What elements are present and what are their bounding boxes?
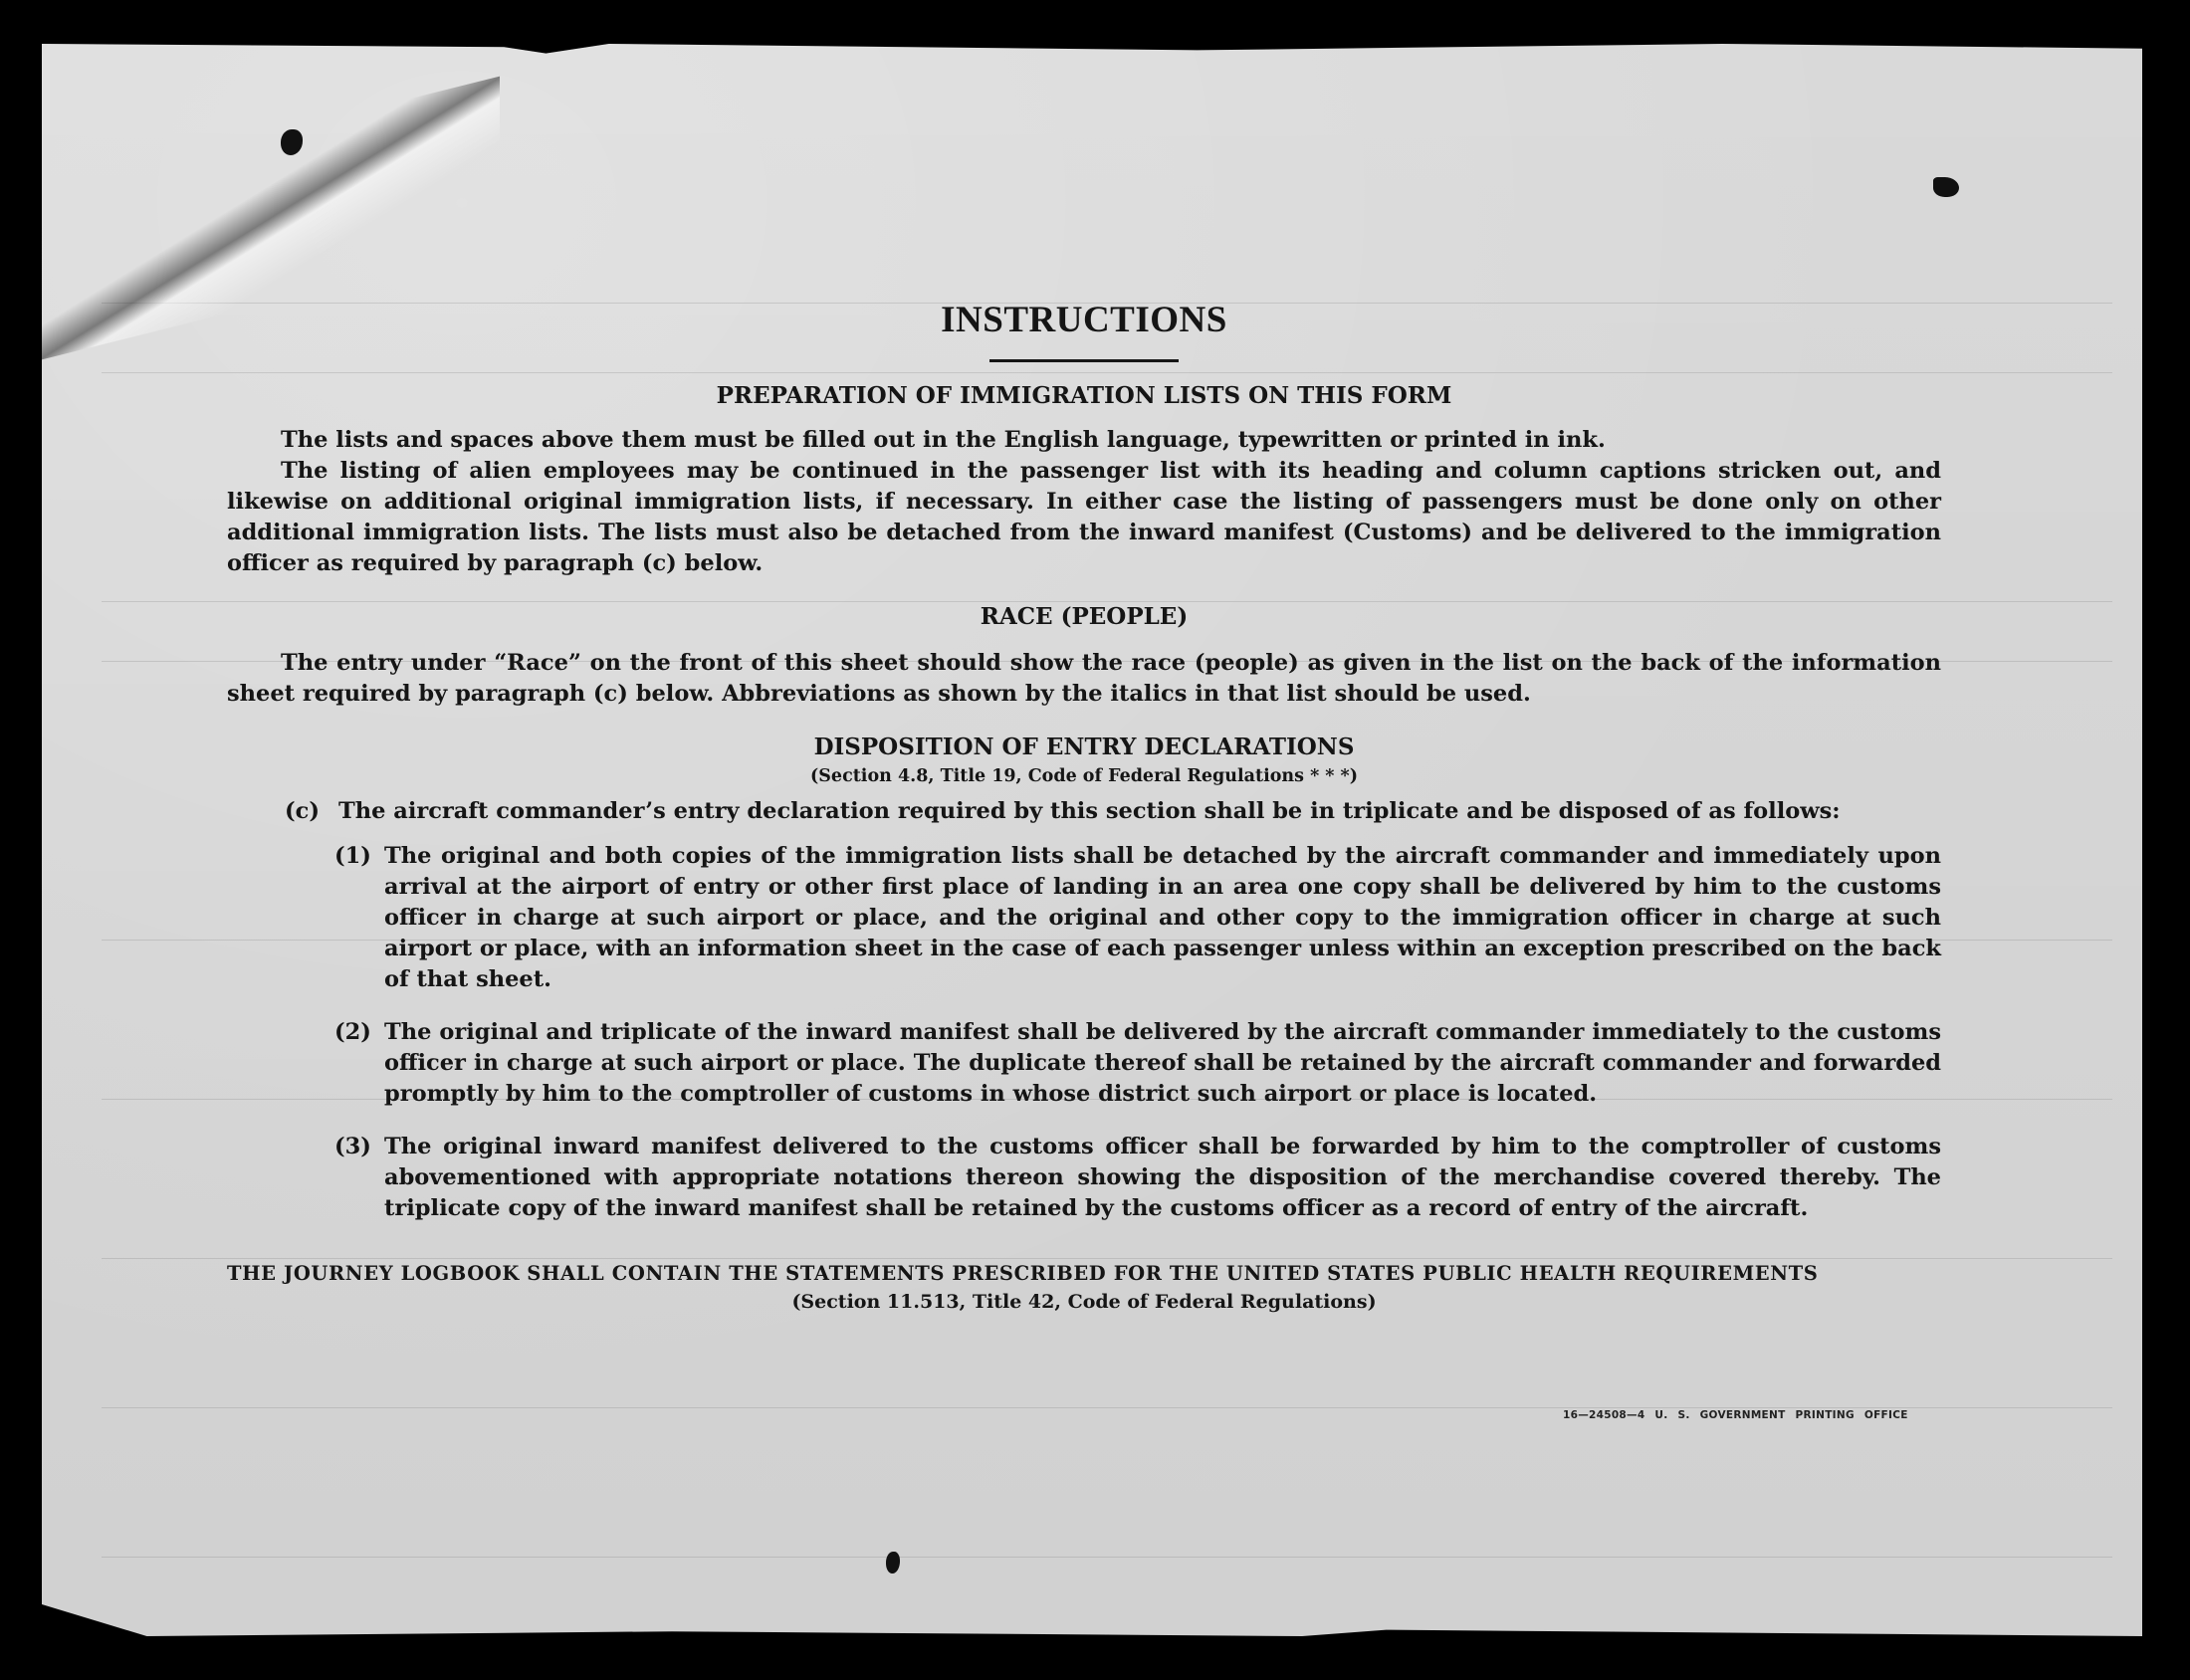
preparation-paragraph-1: The lists and spaces above them must be filled out in the English language, typewritten or printed in ink. bbox=[281, 427, 1606, 453]
disposition-intro bbox=[227, 796, 1941, 827]
journey-logbook-statement: THE JOURNEY LOGBOOK SHALL CONTAIN THE STATEMENTS PRESCRIBED FOR THE UNITED STATES PUBLIC HEALTH REQUIREMENTS bbox=[227, 1262, 1819, 1285]
title-divider bbox=[989, 359, 1179, 362]
bleed-through-line bbox=[102, 1557, 2112, 1558]
list-item bbox=[227, 1132, 1941, 1224]
page-title: INSTRUCTIONS bbox=[941, 300, 1227, 340]
list-item-text: The original and both copies of the immigration lists shall be detached by the aircraft commander and immediately upon arrival at the airport of entry or other first place of landing in an area one copy shall be delivered by him to the customs officer in charge at such airport or place, and the original and other copy to the immigration officer in charge at such airport or place, with an information sheet in the case of each passenger unless within an exception prescribed on the back of that sheet. bbox=[384, 843, 1941, 992]
race-paragraph: The entry under “Race” on the front of this sheet should show the race (people) as given in the list on the back of the information sheet required by paragraph (c) below. Abbreviations as shown by the italics in that list should be used. bbox=[227, 650, 1941, 707]
printing-office-footer: 16—24508—4 U. S. GOVERNMENT PRINTING OFFICE bbox=[1563, 1409, 1908, 1421]
list-item bbox=[227, 1017, 1941, 1110]
section-heading-disposition: DISPOSITION OF ENTRY DECLARATIONS bbox=[813, 734, 1355, 760]
list-item-number: (2) bbox=[334, 1019, 371, 1045]
list-item-number: (3) bbox=[334, 1134, 371, 1159]
section-heading-preparation: PREPARATION OF IMMIGRATION LISTS ON THIS FORM bbox=[716, 382, 1452, 409]
punch-hole bbox=[1933, 177, 1959, 197]
disposition-items bbox=[227, 841, 1941, 1224]
disposition-citation: (Section 4.8, Title 19, Code of Federal Regulations * * *) bbox=[810, 766, 1358, 786]
preparation-paragraph-2: The listing of alien employees may be continued in the passenger list with its heading and column captions stricken out, and likewise on additional original immigration lists, if necessary. In either case the listing of passengers must be done only on other additional immigration lists. The lists must also be detached from the inward manifest (Customs) and be delivered to the immigration officer as required by paragraph (c) below. bbox=[227, 458, 1941, 576]
list-item-text: The original and triplicate of the inward manifest shall be delivered by the aircraft commander immediately to the customs officer in charge at such airport or place. The duplicate thereof shall be retained by the aircraft commander and forwarded promptly by him to the comptroller of customs in whose district such airport or place is located. bbox=[384, 1019, 1941, 1107]
section-heading-race: RACE (PEOPLE) bbox=[980, 603, 1189, 630]
disposition-intro-text: The aircraft commander’s entry declaration required by this section shall be in triplicate and be disposed of as follows: bbox=[338, 798, 1841, 824]
instructions-content bbox=[227, 299, 1941, 1313]
punch-hole bbox=[886, 1552, 900, 1574]
list-item bbox=[227, 841, 1941, 995]
journey-citation: (Section 11.513, Title 42, Code of Federal Regulations) bbox=[791, 1291, 1377, 1313]
list-item-number: (1) bbox=[334, 843, 371, 869]
bleed-through-line bbox=[102, 1407, 2112, 1408]
list-item-text: The original inward manifest delivered to the customs officer shall be forwarded by him to the comptroller of customs abovementioned with appropriate notations thereon showing the disposition of the merchandise covered thereby. The triplicate copy of the inward manifest shall be retained by the customs officer as a record of entry of the aircraft. bbox=[384, 1134, 1941, 1221]
paragraph-label: (c) bbox=[285, 798, 320, 824]
